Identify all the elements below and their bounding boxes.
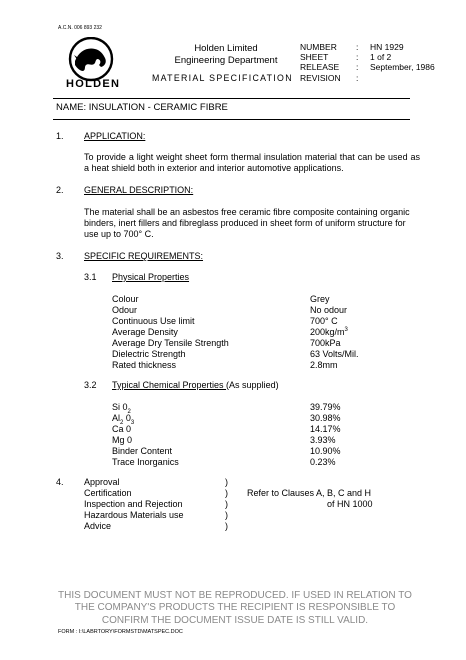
property-value: 2.8mm — [310, 360, 338, 370]
meta-row-number — [300, 42, 435, 52]
subsection-3-2-title: Typical Chemical Properties — [112, 380, 227, 390]
section-4-reference-line-2: of HN 1000 — [327, 499, 373, 509]
property-value: 63 Volts/Mil. — [310, 349, 359, 359]
property-row — [112, 424, 341, 435]
section-4-bracket — [225, 477, 228, 532]
warning-line: THE COMPANY'S PRODUCTS THE RECIPIENT IS RESPONSIBLE TO — [74, 602, 396, 614]
subscript: 2 — [120, 419, 124, 426]
warning-line: CONFIRM THE DOCUMENT ISSUE DATE IS STILL VALID. — [101, 614, 369, 626]
section-4-item: Inspection and Rejection — [84, 499, 183, 509]
property-row — [112, 316, 359, 327]
property-row — [112, 360, 359, 371]
section-4-item: Hazardous Materials use — [84, 510, 184, 520]
form-path: FORM : I:\LABRTORY\FORMSTD\MATSPEC.DOC — [58, 629, 183, 635]
subsection-3-1-title: Physical Properties — [112, 272, 190, 282]
section-4-item: Approval — [84, 477, 120, 487]
superscript: 3 — [344, 327, 348, 333]
property-value: 0.23% — [310, 457, 336, 467]
document-type-title: MATERIAL SPECIFICATION — [152, 73, 293, 83]
header-divider — [53, 98, 410, 99]
subsection-3-1-number: 3.1 — [84, 272, 97, 282]
section-1-title: APPLICATION: — [84, 131, 146, 141]
company-name: Holden Limited — [194, 43, 258, 54]
meta-key: SHEET — [300, 52, 329, 63]
property-label: Mg 0 — [112, 435, 133, 445]
section-4-items — [84, 477, 184, 532]
reproduction-warning — [52, 590, 418, 627]
section-2-number: 2. — [56, 185, 64, 195]
section-4-item: Advice — [84, 521, 112, 531]
meta-row-revision — [300, 73, 435, 83]
property-value: 700° C — [310, 316, 338, 326]
meta-key: NUMBER — [300, 42, 337, 52]
property-label — [112, 402, 310, 413]
property-row — [112, 338, 359, 349]
property-label-text: 0 — [123, 413, 131, 423]
property-label: Odour — [112, 305, 138, 315]
subsection-3-2-heading — [112, 380, 279, 391]
section-2-body: The material shall be an asbestos free ceramic fibre composite containing organic binders, inert fillers and fibreglass produced in sheet form of uniform structure for use up to 700° C. — [84, 207, 410, 239]
chemical-properties-table — [112, 402, 341, 468]
section-2-title: GENERAL DESCRIPTION: — [84, 185, 194, 195]
property-label-text: Si 0 — [112, 402, 128, 412]
property-value: 30.98% — [310, 413, 341, 423]
meta-key: REVISION — [300, 72, 341, 83]
holden-logo-text: HOLDEN — [66, 78, 121, 90]
property-value: 3.93% — [310, 435, 336, 445]
section-3-number: 3. — [56, 251, 64, 261]
subsection-3-2-number: 3.2 — [84, 380, 97, 390]
property-label: Continuous Use limit — [112, 316, 195, 326]
meta-row-sheet — [300, 52, 435, 62]
section-4-reference-line-1: Refer to Clauses A, B, C and H — [247, 488, 372, 498]
meta-row-release — [300, 62, 435, 72]
physical-properties-table — [112, 294, 359, 371]
property-label: Rated thickness — [112, 360, 177, 370]
property-row — [112, 413, 341, 424]
meta-value: HN 1929 — [370, 42, 404, 52]
property-value-text: 200kg/m — [310, 327, 345, 337]
property-row — [112, 305, 359, 316]
property-row — [112, 327, 359, 338]
property-row — [112, 457, 341, 468]
acn-number: A.C.N. 006 893 232 — [58, 25, 102, 31]
property-label: Dielectric Strength — [112, 349, 186, 359]
property-label: Average Density — [112, 327, 178, 337]
property-value: 14.17% — [310, 424, 341, 434]
meta-key: RELEASE — [300, 62, 340, 73]
property-value: Grey — [310, 294, 330, 304]
property-row — [112, 446, 341, 457]
section-4-number: 4. — [56, 477, 64, 487]
meta-value: September, 1986 — [370, 62, 435, 73]
bracket-char: ) — [225, 488, 228, 498]
meta-colon: : — [356, 42, 359, 52]
subscript: 2 — [127, 408, 131, 415]
name-divider — [53, 119, 410, 120]
section-1-number: 1. — [56, 131, 64, 141]
property-row — [112, 294, 359, 305]
bracket-char: ) — [225, 477, 228, 487]
material-name: NAME: INSULATION - CERAMIC FIBRE — [56, 102, 228, 113]
property-label: Colour — [112, 294, 139, 304]
section-4-item: Certification — [84, 488, 132, 498]
bracket-char: ) — [225, 510, 228, 520]
property-label: Average Dry Tensile Strength — [112, 338, 229, 348]
meta-colon: : — [356, 62, 359, 73]
document-meta — [300, 42, 435, 83]
subscript: 3 — [130, 419, 135, 426]
property-label-text: Al — [112, 413, 121, 423]
company-block — [160, 43, 292, 67]
department-name: Engineering Department — [174, 55, 278, 66]
property-row — [112, 349, 359, 360]
property-label — [112, 413, 310, 424]
property-label: Binder Content — [112, 446, 173, 456]
warning-line: THIS DOCUMENT MUST NOT BE REPRODUCED. IF USED IN RELATION TO — [58, 590, 412, 601]
meta-colon: : — [356, 72, 359, 83]
property-label: Trace Inorganics — [112, 457, 179, 467]
property-label: Ca 0 — [112, 424, 132, 434]
bracket-char: ) — [225, 521, 228, 531]
section-1-body: To provide a light weight sheet form thermal insulation material that can be used as a heat shield both in exterior and interior automotive applications. — [84, 152, 420, 173]
section-3-title: SPECIFIC REQUIREMENTS: — [84, 251, 204, 261]
subsection-3-2-note: (As supplied) — [226, 380, 279, 390]
meta-colon: : — [356, 52, 359, 63]
property-row — [112, 435, 341, 446]
property-value: No odour — [310, 305, 348, 315]
property-value: 10.90% — [310, 446, 341, 456]
property-value: 700kPa — [310, 338, 341, 348]
bracket-char: ) — [225, 499, 228, 509]
property-row — [112, 402, 341, 413]
meta-value: 1 of 2 — [370, 52, 392, 63]
property-value: 39.79% — [310, 402, 341, 412]
property-value — [310, 327, 348, 338]
